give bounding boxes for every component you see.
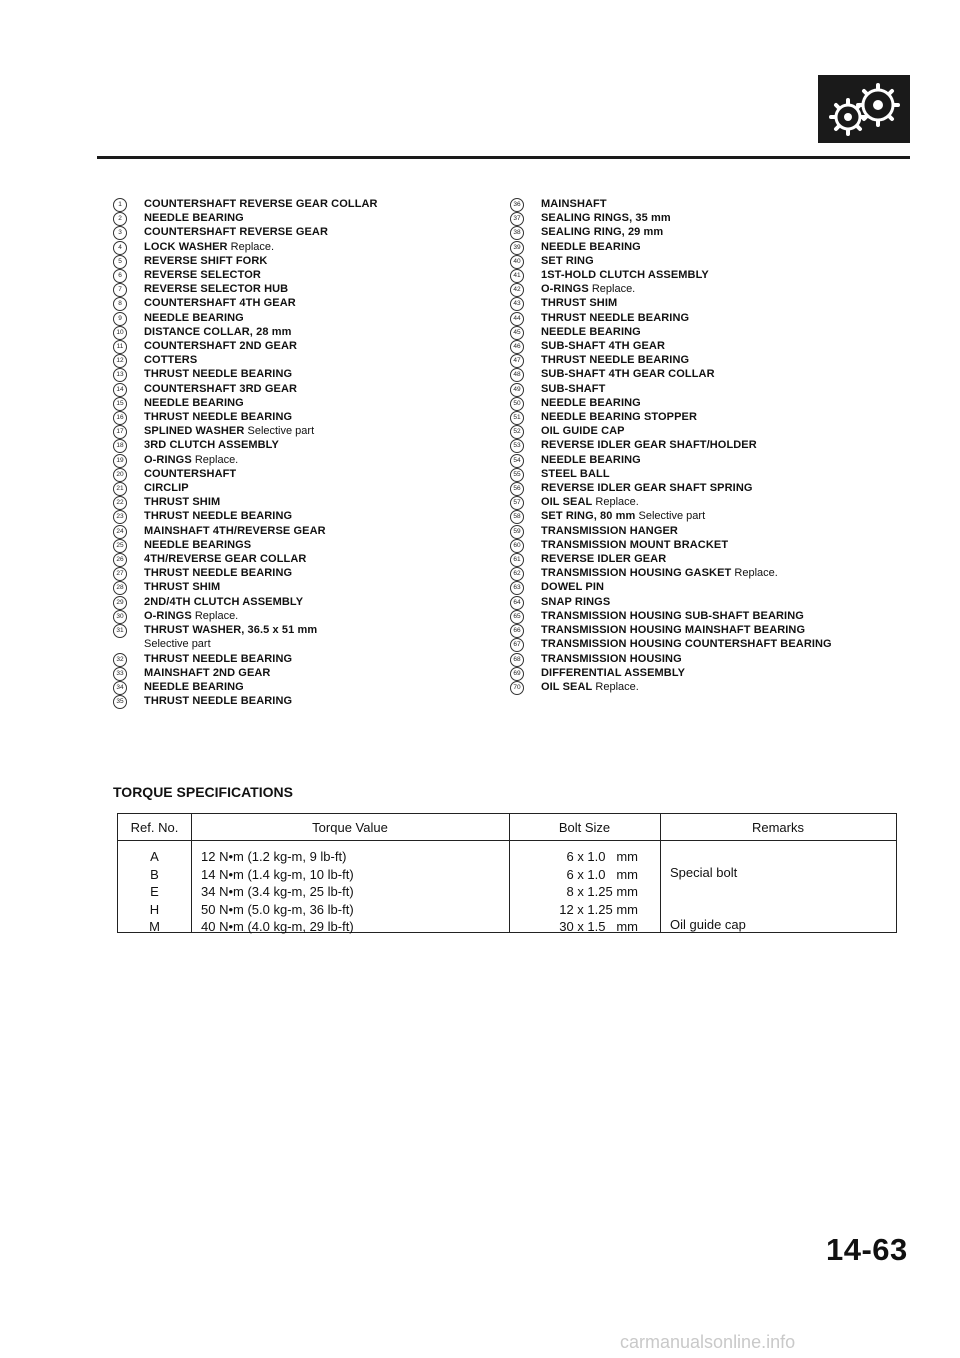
part-item <box>510 609 910 623</box>
part-item <box>510 240 910 254</box>
part-name: 3RD CLUTCH ASSEMBLY <box>144 439 279 452</box>
part-item <box>113 566 503 580</box>
torque-header-row <box>118 814 896 841</box>
part-item <box>113 382 503 396</box>
part-item <box>510 652 910 666</box>
part-subline: Selective part <box>144 638 211 651</box>
part-name: THRUST NEEDLE BEARING <box>144 695 293 708</box>
bolt-size: 30 x 1.5 mm <box>559 919 638 934</box>
bolt-size: 12 x 1.25 mm <box>559 901 638 917</box>
part-item <box>510 666 910 680</box>
part-name: NEEDLE BEARING <box>541 240 641 253</box>
part-number: 18 <box>113 439 127 453</box>
part-number: 49 <box>510 383 524 397</box>
part-number: 14 <box>113 383 127 397</box>
part-item <box>113 311 503 325</box>
part-note: Replace. <box>591 283 636 296</box>
part-number: 59 <box>510 525 524 539</box>
part-item <box>510 382 910 396</box>
part-item <box>510 481 910 495</box>
torque-value: 34 N•m (3.4 kg-m, 25 lb-ft) <box>201 884 354 899</box>
part-number: 31 <box>113 624 127 638</box>
part-number: 11 <box>113 340 127 354</box>
part-item <box>113 240 503 254</box>
part-number: 30 <box>113 610 127 624</box>
part-name: REVERSE IDLER GEAR SHAFT/HOLDER <box>541 439 757 452</box>
part-name: SNAP RINGS <box>541 595 611 608</box>
part-item <box>510 566 910 580</box>
torque-value: 40 N•m (4.0 kg-m, 29 lb-ft) <box>201 919 354 934</box>
part-number: 69 <box>510 667 524 681</box>
part-item <box>510 282 910 296</box>
part-item <box>510 552 910 566</box>
part-name: SPLINED WASHER <box>144 425 245 438</box>
part-item <box>113 495 503 509</box>
part-number: 56 <box>510 482 524 496</box>
part-name: THRUST SHIM <box>144 581 221 594</box>
part-name: THRUST WASHER, 36.5 x 51 mm <box>144 624 318 637</box>
part-item <box>510 495 910 509</box>
part-name: COUNTERSHAFT 2ND GEAR <box>144 340 298 353</box>
part-item <box>113 694 503 708</box>
part-name: 2ND/4TH CLUTCH ASSEMBLY <box>144 595 304 608</box>
part-name: THRUST SHIM <box>144 496 221 509</box>
part-name: 1ST-HOLD CLUTCH ASSEMBLY <box>541 269 709 282</box>
part-number: 35 <box>113 695 127 709</box>
part-name: REVERSE IDLER GEAR SHAFT SPRING <box>541 482 753 495</box>
part-number: 15 <box>113 397 127 411</box>
part-note: Selective part <box>247 425 315 438</box>
part-name: THRUST NEEDLE BEARING <box>541 311 690 324</box>
part-name: O-RINGS <box>144 453 192 466</box>
part-item <box>510 325 910 339</box>
part-item <box>113 410 503 424</box>
part-item <box>510 339 910 353</box>
part-item <box>510 524 910 538</box>
part-item <box>510 623 910 637</box>
part-name: TRANSMISSION MOUNT BRACKET <box>541 538 729 551</box>
bolt-size-column <box>518 848 638 936</box>
part-item <box>113 296 503 310</box>
part-item <box>510 311 910 325</box>
torque-ref: B <box>150 866 159 882</box>
part-item <box>113 453 503 467</box>
part-name: NEEDLE BEARING <box>541 453 641 466</box>
header-bolt-size: Bolt Size <box>558 820 611 835</box>
part-number: 47 <box>510 354 524 368</box>
part-number: 37 <box>510 212 524 226</box>
part-name: MAINSHAFT 2ND GEAR <box>144 666 271 679</box>
part-number: 66 <box>510 624 524 638</box>
part-name: TRANSMISSION HOUSING SUB-SHAFT BEARING <box>541 609 804 622</box>
column-divider <box>191 814 192 932</box>
bolt-size: 8 x 1.25 mm <box>562 884 638 899</box>
part-name: OIL SEAL <box>541 496 593 509</box>
part-number: 27 <box>113 567 127 581</box>
part-number: 33 <box>113 667 127 681</box>
part-name: SET RING, 80 mm <box>541 510 636 523</box>
torque-value: 14 N•m (1.4 kg-m, 10 lb-ft) <box>201 866 354 882</box>
part-number: 64 <box>510 596 524 610</box>
bolt-size: 6 x 1.0 mm <box>562 849 638 864</box>
part-number: 46 <box>510 340 524 354</box>
part-name: DIFFERENTIAL ASSEMBLY <box>541 666 686 679</box>
part-name: REVERSE SELECTOR <box>144 269 261 282</box>
part-item <box>113 509 503 523</box>
part-name: COUNTERSHAFT <box>144 467 237 480</box>
part-name: OIL GUIDE CAP <box>541 425 625 438</box>
part-name: SEALING RINGS, 35 mm <box>541 212 671 225</box>
part-name: OIL SEAL <box>541 680 593 693</box>
torque-ref: E <box>150 884 159 899</box>
part-name: TRANSMISSION HANGER <box>541 524 678 537</box>
part-number: 6 <box>113 269 127 283</box>
part-item <box>113 367 503 381</box>
part-number: 50 <box>510 397 524 411</box>
part-number: 4 <box>113 241 127 255</box>
part-number: 26 <box>113 553 127 567</box>
parts-list-left <box>113 197 503 708</box>
part-item <box>510 296 910 310</box>
part-name: NEEDLE BEARING <box>541 325 641 338</box>
ref-column <box>118 848 191 936</box>
part-item <box>510 396 910 410</box>
part-item <box>510 453 910 467</box>
part-number: 38 <box>510 226 524 240</box>
header-remarks: Remarks <box>751 820 804 835</box>
part-name: NEEDLE BEARING <box>144 311 244 324</box>
part-item <box>113 524 503 538</box>
part-number: 44 <box>510 312 524 326</box>
part-number: 1 <box>113 198 127 212</box>
part-item <box>113 254 503 268</box>
part-item <box>510 197 910 211</box>
part-item <box>113 680 503 694</box>
part-name: DOWEL PIN <box>541 581 605 594</box>
part-item <box>113 623 503 651</box>
part-number: 67 <box>510 638 524 652</box>
part-number: 48 <box>510 368 524 382</box>
part-number: 24 <box>113 525 127 539</box>
column-divider <box>660 814 661 932</box>
part-item <box>510 410 910 424</box>
part-number: 54 <box>510 454 524 468</box>
part-number: 45 <box>510 326 524 340</box>
part-name: THRUST NEEDLE BEARING <box>144 411 293 424</box>
part-number: 60 <box>510 539 524 553</box>
part-number: 2 <box>113 212 127 226</box>
part-item <box>113 396 503 410</box>
part-item <box>510 438 910 452</box>
column-divider <box>509 814 510 932</box>
part-number: 58 <box>510 510 524 524</box>
part-number: 34 <box>113 681 127 695</box>
part-name: TRANSMISSION HOUSING <box>541 652 682 665</box>
part-item <box>113 652 503 666</box>
part-name: SET RING <box>541 254 594 267</box>
part-item <box>113 268 503 282</box>
part-name: CIRCLIP <box>144 482 189 495</box>
part-item <box>510 467 910 481</box>
part-name: REVERSE SHIFT FORK <box>144 254 268 267</box>
part-number: 51 <box>510 411 524 425</box>
part-number: 20 <box>113 468 127 482</box>
part-name: LOCK WASHER <box>144 240 228 253</box>
part-name: COUNTERSHAFT REVERSE GEAR COLLAR <box>144 198 378 210</box>
part-item <box>510 225 910 239</box>
torque-value-column <box>201 848 501 936</box>
watermark: carmanualsonline.info <box>620 1332 796 1352</box>
part-name: NEEDLE BEARING <box>541 396 641 409</box>
page-number: 14-63 <box>826 1232 908 1267</box>
part-name: REVERSE SELECTOR HUB <box>144 283 289 296</box>
part-number: 39 <box>510 241 524 255</box>
parts-list-right <box>510 197 910 694</box>
part-name: NEEDLE BEARING <box>144 212 244 225</box>
part-name: THRUST SHIM <box>541 297 618 310</box>
part-item <box>510 538 910 552</box>
torque-value: 50 N•m (5.0 kg-m, 36 lb-ft) <box>201 901 354 917</box>
bolt-size: 6 x 1.0 mm <box>562 866 638 882</box>
part-name: STEEL BALL <box>541 467 610 480</box>
part-item <box>113 595 503 609</box>
part-number: 9 <box>113 312 127 326</box>
part-item <box>113 481 503 495</box>
part-note: Replace. <box>734 567 778 580</box>
part-item <box>510 367 910 381</box>
part-item <box>510 254 910 268</box>
part-number: 36 <box>510 198 524 212</box>
part-note: Replace. <box>595 680 639 693</box>
part-number: 12 <box>113 354 127 368</box>
part-name: COUNTERSHAFT 4TH GEAR <box>144 297 296 310</box>
part-number: 16 <box>113 411 127 425</box>
part-number: 42 <box>510 283 524 297</box>
part-number: 43 <box>510 297 524 311</box>
part-note: Selective part <box>638 510 706 523</box>
part-item <box>113 282 503 296</box>
part-name: MAINSHAFT 4TH/REVERSE GEAR <box>144 524 326 537</box>
part-name: NEEDLE BEARINGS <box>144 538 252 551</box>
part-number: 62 <box>510 567 524 581</box>
part-item <box>510 595 910 609</box>
part-name: SEALING RING, 29 mm <box>541 226 664 239</box>
part-number: 19 <box>113 454 127 468</box>
part-name: SUB-SHAFT <box>541 382 606 395</box>
gears-icon <box>818 75 910 143</box>
part-item <box>113 666 503 680</box>
remark-oil-guide-cap: Oil guide cap <box>670 917 746 932</box>
part-name: SUB-SHAFT 4TH GEAR <box>541 340 666 353</box>
part-name: NEEDLE BEARING STOPPER <box>541 411 698 424</box>
part-number: 5 <box>113 255 127 269</box>
part-item <box>113 424 503 438</box>
part-number: 29 <box>113 596 127 610</box>
part-item <box>510 580 910 594</box>
part-number: 65 <box>510 610 524 624</box>
part-number: 53 <box>510 439 524 453</box>
part-name: THRUST NEEDLE BEARING <box>144 567 293 580</box>
header-rule <box>97 156 910 159</box>
part-number: 13 <box>113 368 127 382</box>
header-ref: Ref. No. <box>130 820 179 835</box>
part-name: TRANSMISSION HOUSING MAINSHAFT BEARING <box>541 624 806 637</box>
part-number: 23 <box>113 510 127 524</box>
part-name: THRUST NEEDLE BEARING <box>144 368 293 381</box>
part-number: 22 <box>113 496 127 510</box>
part-name: TRANSMISSION HOUSING COUNTERSHAFT BEARING <box>541 638 832 651</box>
part-name: THRUST NEEDLE BEARING <box>144 652 293 665</box>
torque-title: TORQUE SPECIFICATIONS <box>113 784 293 800</box>
part-number: 41 <box>510 269 524 283</box>
part-item <box>113 353 503 367</box>
part-note: Replace. <box>595 496 639 509</box>
part-note: Replace. <box>194 609 239 622</box>
part-item <box>113 580 503 594</box>
part-item <box>510 637 910 651</box>
part-number: 8 <box>113 297 127 311</box>
part-name: DISTANCE COLLAR, 28 mm <box>144 325 292 338</box>
part-item <box>113 325 503 339</box>
part-number: 21 <box>113 482 127 496</box>
part-item <box>113 197 503 211</box>
part-number: 7 <box>113 283 127 297</box>
part-item <box>113 339 503 353</box>
part-number: 10 <box>113 326 127 340</box>
part-name: THRUST NEEDLE BEARING <box>144 510 293 523</box>
part-number: 52 <box>510 425 524 439</box>
part-number: 40 <box>510 255 524 269</box>
part-number: 28 <box>113 581 127 595</box>
part-name: THRUST NEEDLE BEARING <box>541 354 690 367</box>
part-number: 68 <box>510 653 524 667</box>
part-number: 57 <box>510 496 524 510</box>
part-item <box>510 268 910 282</box>
part-name: NEEDLE BEARING <box>144 680 244 693</box>
part-number: 32 <box>113 653 127 667</box>
part-item <box>510 509 910 523</box>
torque-table <box>117 813 897 933</box>
part-item <box>113 225 503 239</box>
part-item <box>510 353 910 367</box>
part-item <box>510 211 910 225</box>
part-item <box>113 609 503 623</box>
part-number: 63 <box>510 581 524 595</box>
part-item <box>113 211 503 225</box>
part-number: 3 <box>113 226 127 240</box>
torque-ref: A <box>150 849 159 864</box>
part-number: 17 <box>113 425 127 439</box>
part-item <box>113 538 503 552</box>
part-note: Replace. <box>230 240 275 253</box>
part-number: 61 <box>510 553 524 567</box>
torque-value: 12 N•m (1.2 kg-m, 9 lb-ft) <box>201 849 347 864</box>
part-item <box>113 552 503 566</box>
part-item <box>510 680 910 694</box>
part-item <box>113 438 503 452</box>
part-item <box>113 467 503 481</box>
part-name: NEEDLE BEARING <box>144 396 244 409</box>
remark-special-bolt: Special bolt <box>670 865 738 880</box>
part-name: COUNTERSHAFT REVERSE GEAR <box>144 226 329 239</box>
part-name: MAINSHAFT <box>541 198 607 210</box>
part-name: SUB-SHAFT 4TH GEAR COLLAR <box>541 368 715 381</box>
torque-ref: H <box>149 901 160 917</box>
part-item <box>510 424 910 438</box>
part-number: 55 <box>510 468 524 482</box>
part-name: COUNTERSHAFT 3RD GEAR <box>144 382 298 395</box>
header-torque-value: Torque Value <box>312 820 388 835</box>
part-name: 4TH/REVERSE GEAR COLLAR <box>144 553 307 566</box>
part-name: O-RINGS <box>541 283 589 296</box>
part-name: O-RINGS <box>144 609 192 622</box>
part-name: TRANSMISSION HOUSING GASKET <box>541 567 732 580</box>
part-number: 25 <box>113 539 127 553</box>
torque-ref: M <box>149 919 160 934</box>
part-name: COTTERS <box>144 354 198 367</box>
part-name: REVERSE IDLER GEAR <box>541 553 667 566</box>
part-number: 70 <box>510 681 524 695</box>
part-note: Replace. <box>194 453 239 466</box>
